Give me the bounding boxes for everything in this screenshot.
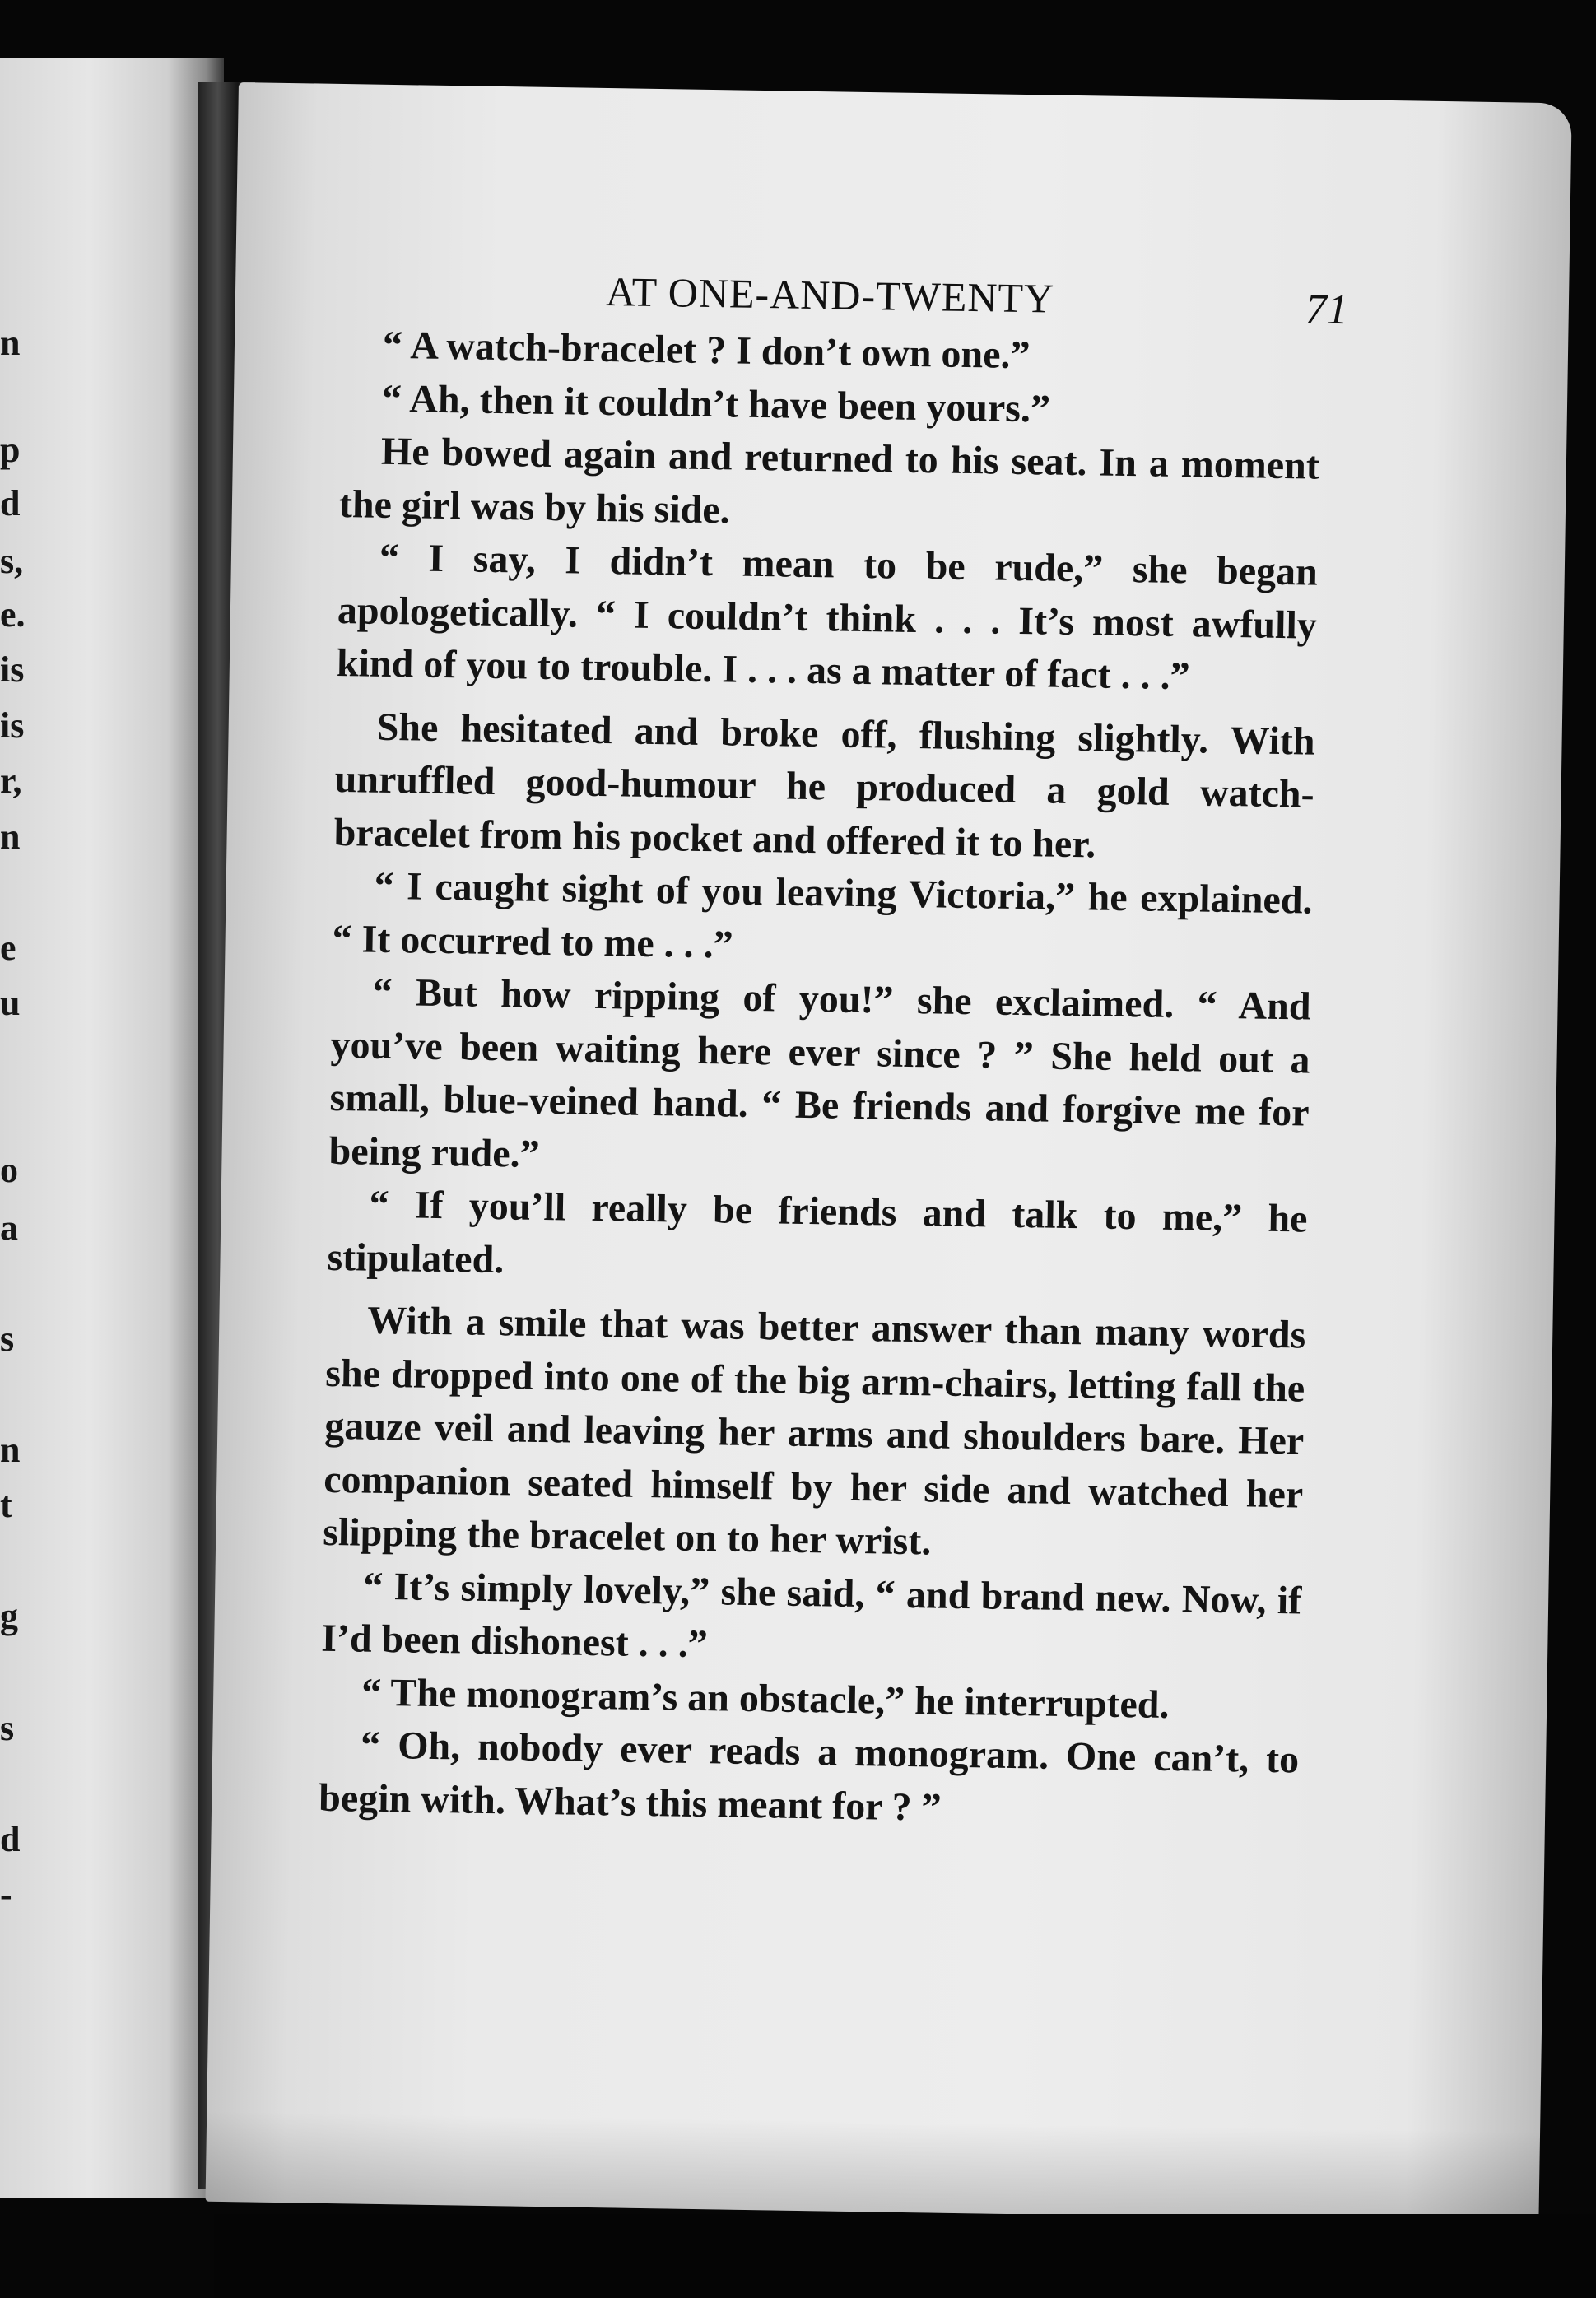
scan-background-bottom	[214, 2214, 1596, 2298]
page-body-text	[319, 319, 1322, 1840]
running-head: AT ONE-AND-TWENTY	[605, 268, 1055, 322]
left-fragment: u	[0, 983, 21, 1023]
paragraph: “ But how ripping of you!” she exclaimed. “ And you’ve been waiting here ever since ? ” She held out a small, blue-veined hand. “ Be friends and forgive me for being rude.”	[328, 970, 1311, 1176]
left-fragment: d	[0, 1819, 21, 1859]
left-fragment: n	[0, 1430, 21, 1470]
left-fragment: -	[0, 1874, 12, 1914]
left-fragment: t	[0, 1485, 12, 1525]
right-page	[206, 82, 1572, 2222]
paragraph: “ Oh, nobody ever reads a monogram. One can’t, to begin with. What’s this meant for ? ”	[318, 1723, 1300, 1830]
left-fragment: s,	[0, 541, 24, 581]
paragraph: With a smile that was better answer than many words she dropped into one of the big arm-chairs, letting fall the gauze veil and leaving her arms and shoulders bare. Her companion seated himself by her side and watched her slipping the bracelet on to her wrist.	[322, 1298, 1306, 1564]
paragraph: “ I caught sight of you leaving Victoria,” he explained. “ It occurred to me . . .”	[332, 863, 1313, 967]
left-facing-page	[0, 58, 224, 2198]
paragraph: She hesitated and broke off, flushing slightly. With unruffled good-humour he produced a gold watch-bracelet from his pocket and offered it to her.	[333, 705, 1316, 866]
left-fragment: s	[0, 1319, 15, 1359]
left-page-text-fragments	[0, 58, 33, 2198]
left-fragment: r,	[0, 761, 22, 801]
paragraph: “ I say, I didn’t mean to be rude,” she began apologetically. “ I couldn’t think . . . It’s most awfully kind of you to trouble. I . . . as a matter of fact . . .”	[336, 535, 1319, 699]
left-fragment: a	[0, 1207, 18, 1248]
left-fragment: d	[0, 483, 21, 523]
left-fragment: n	[0, 323, 21, 363]
paragraph: “ If you’ll really be friends and talk to me,” he stipulated.	[327, 1182, 1308, 1282]
paragraph: “ It’s simply lovely,” she said, “ and brand new. Now, if I’d been dishonest . . .”	[320, 1564, 1302, 1667]
paragraph: “ The monogram’s an obstacle,” he interrupted.	[361, 1670, 1170, 1727]
left-fragment: n	[0, 816, 21, 857]
paragraph: He bowed again and returned to his seat. In a moment the girl was by his side.	[338, 429, 1320, 532]
page-number: 71	[1305, 286, 1349, 334]
left-fragment: g	[0, 1596, 18, 1636]
left-fragment: s	[0, 1708, 15, 1748]
left-fragment: is	[0, 705, 25, 746]
left-fragment: e	[0, 928, 16, 968]
left-fragment: p	[0, 430, 21, 470]
left-fragment: is	[0, 649, 25, 690]
left-fragment: o	[0, 1150, 18, 1190]
left-fragment: e.	[0, 594, 26, 635]
paragraph: “ A watch-bracelet ? I don’t own one.”	[382, 323, 1031, 378]
paragraph: “ Ah, then it couldn’t have been yours.”	[381, 376, 1051, 431]
